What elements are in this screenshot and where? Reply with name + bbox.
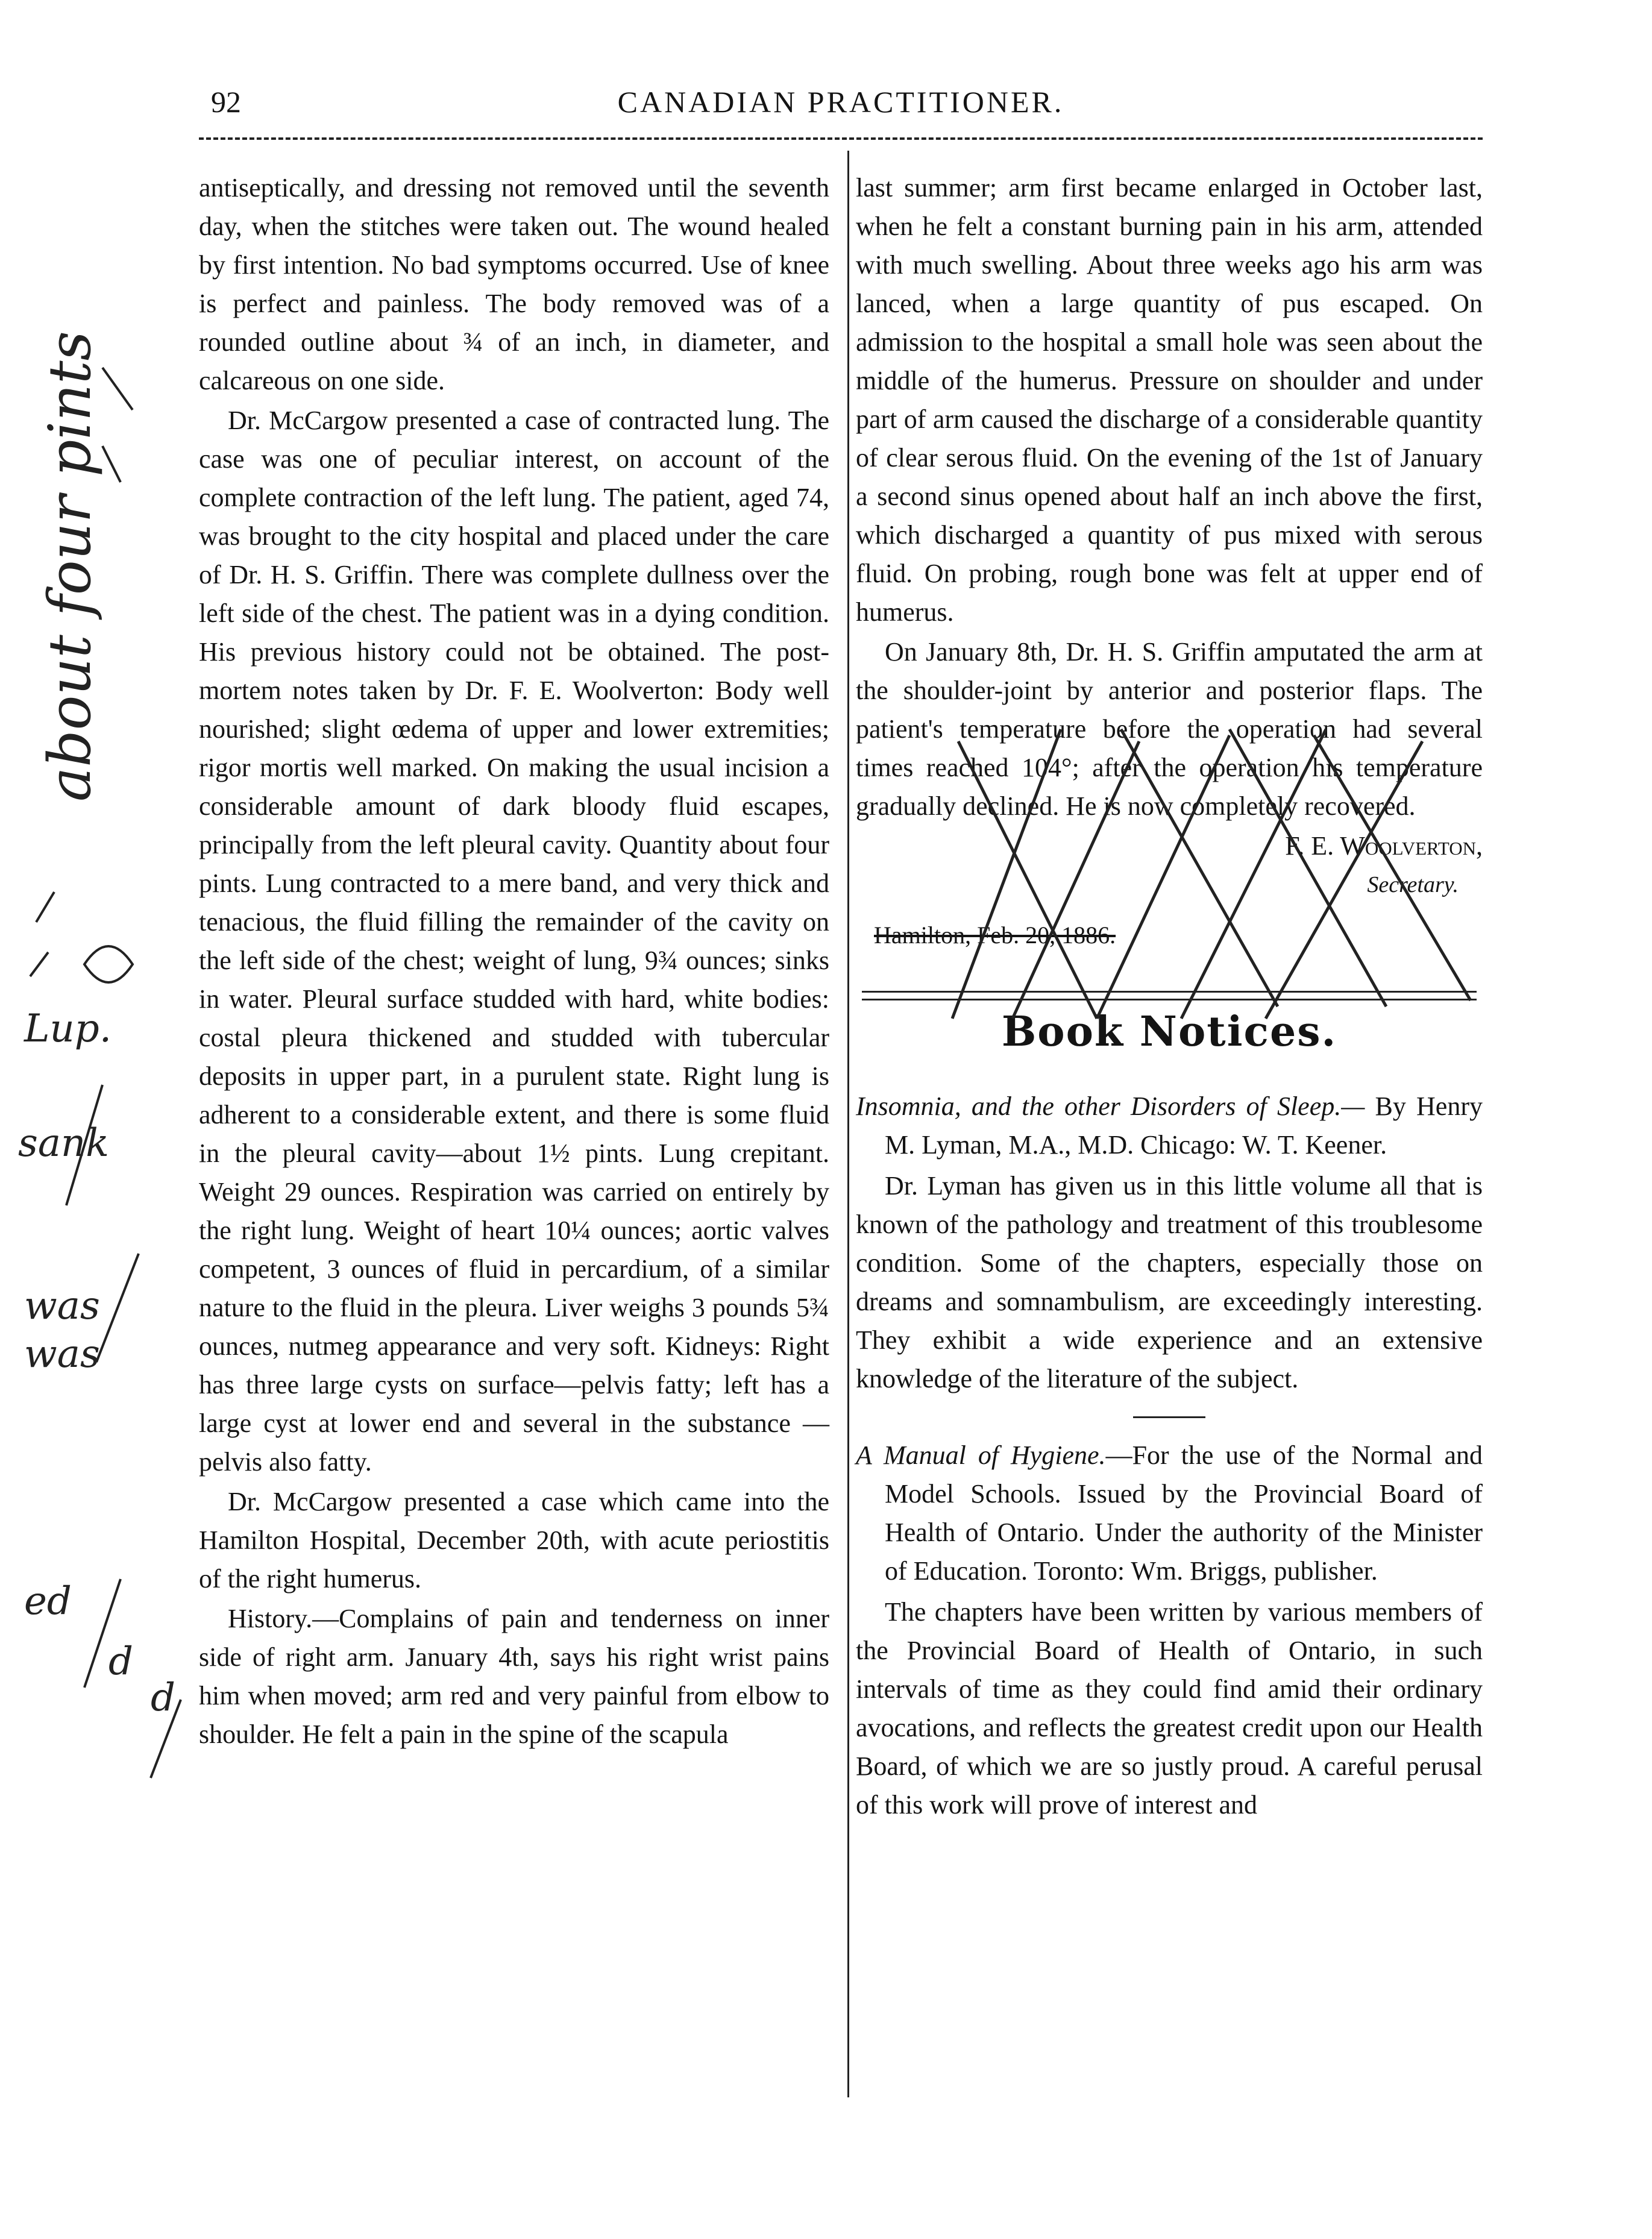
header-rule: [199, 137, 1483, 140]
book-title-hygiene: A Manual of Hygiene.: [856, 1440, 1106, 1470]
margin-note-was-2: was: [24, 1332, 100, 1377]
page-number: 92: [211, 85, 241, 119]
margin-note-ed: ed: [24, 1579, 72, 1624]
book-review-insomnia: Dr. Lyman has given us in this little volume all that is known of the pathology and treatment of this troublesome condition. Some of the chapters, especially those on dreams and somnambulism, are exceedingly interesting. They exhibit a wide experience and an extensive knowledge of the literature of the subject.: [856, 1171, 1483, 1393]
section-title: Book Notices.: [1001, 1008, 1337, 1056]
running-title: CANADIAN PRACTITIONER.: [617, 85, 1064, 119]
book-title-insomnia: Insomnia, and the other Disorders of Sleep.—: [856, 1091, 1365, 1121]
margin-note-d: d: [108, 1639, 133, 1684]
left-column: [199, 169, 829, 1755]
signature: F. E. Woolverton,: [1285, 831, 1483, 861]
margin-note-vertical: about four pints: [36, 331, 104, 802]
paragraph-amputation: On January 8th, Dr. H. S. Griffin amputated the arm at the shoulder-joint by anterior and posterior flaps. The patient's temperature before the operation had several times reached 104°; after the operation his temperature gradually declined. He is now completely recovered.: [856, 637, 1483, 821]
paragraph-case-continued: last summer; arm first became enlarged in October last, when he felt a constant burning pain in his arm, attended with much swelling. About three weeks ago his arm was lanced, when a large quantity of pus escaped. On admission to the hospital a small hole was seen about the middle of the humerus. Pressure on shoulder and under part of arm caused the discharge of a considerable quantity of clear serous fluid. On the evening of the 1st of January a second sinus opened about half an inch above the first, which discharged a quantity of pus mixed with serous fluid. On probing, rough bone was felt at upper end of humerus.: [856, 173, 1483, 627]
paragraph-periostitis-case: Dr. McCargow presented a case which came into the Hamilton Hospital, December 20th, with acute periostitis of the right humerus.: [199, 1487, 829, 1594]
book-details-hygiene: —For the use of the Normal and Model Schools. Issued by the Provincial Board of Health of Ontario. Under the authority of the Minister of Education. Toronto: Wm. Briggs, publisher.: [885, 1440, 1483, 1586]
page-header: [199, 84, 1483, 133]
entry-separator: [1133, 1416, 1205, 1418]
book-details-insomnia: By Henry M. Lyman, M.A., M.D. Chicago: W. T. Keener.: [885, 1091, 1483, 1160]
paragraph-history: History.—Complains of pain and tenderness on inner side of right arm. January 4th, says his right wrist pains him when moved; arm red and very painful from elbow to shoulder. He felt a pain in the spine of the scapula: [199, 1604, 829, 1749]
margin-note-d-2: d: [151, 1675, 175, 1720]
column-divider: [847, 151, 849, 2097]
margin-note-up: Lup.: [24, 1006, 112, 1051]
paragraph-contracted-lung: Dr. McCargow presented a case of contracted lung. The case was one of peculiar interest, on account of the complete contraction of the left lung. The patient, aged 74, was brought to the city hospital and placed under the care of Dr. H. S. Griffin. There was complete dullness over the left side of the chest. The patient was in a dying condition. His previous history could not be obtained. The post-mortem notes taken by Dr. F. E. Woolverton: Body well nourished; slight œdema of upper and lower extremities; rigor mortis well marked. On making the usual incision a considerable amount of dark bloody fluid escapes, principally from the left pleural cavity. Quantity about four pints. Lung contracted to a mere band, and very thick and tenacious, the fluid filling the remainder of the cavity on the left side of the chest; weight of lung, 9¾ ounces; sinks in water. Pleural surface studded with hard, white bodies: costal pleura thickened and studded with tubercular deposits in upper part, in a purulent state. Right lung is adherent to a considerable extent, and there is some fluid in the pleural cavity—about 1½ pints. Lung crepitant. Weight 29 ounces. Respiration was carried on entirely by the right lung. Weight of heart 10¼ ounces; aortic valves competent, 3 ounces of fluid in percardium, of a similar nature to the fluid in the pleura. Liver weighs 3 pounds 5¾ ounces, nutmeg appearance and very soft. Kidneys: Right has three large cysts on surface—pelvis fatty; left has a large cyst at lower end and several in the substance —pelvis also fatty.: [199, 406, 829, 1477]
book-review-hygiene: The chapters have been written by various members of the Provincial Board of Health of Ontario, in such intervals of time as they could find amid their ordinary avocations, and reflects the greatest credit upon our Health Board, of which we are so justly proud. A careful perusal of this work will prove of interest and: [856, 1597, 1483, 1820]
margin-note-sank: sank: [18, 1121, 109, 1166]
book-entry-hygiene: [856, 1436, 1483, 1591]
paragraph-knee-case: antiseptically, and dressing not removed until the seventh day, when the stitches were taken out. The wound healed by first intention. No bad symptoms occurred. Use of knee is perfect and painless. The body removed was of a rounded outline about ¾ of an inch, in diameter, and calcareous on one side.: [199, 173, 829, 395]
margin-note-was-1: was: [24, 1284, 100, 1328]
section-rule: [862, 991, 1477, 1000]
signature-title: Secretary.: [1367, 872, 1459, 897]
right-column: [856, 169, 1483, 1826]
date-line: Hamilton, Feb. 20, 1886.: [874, 922, 1116, 949]
book-entry-insomnia: [856, 1087, 1483, 1164]
